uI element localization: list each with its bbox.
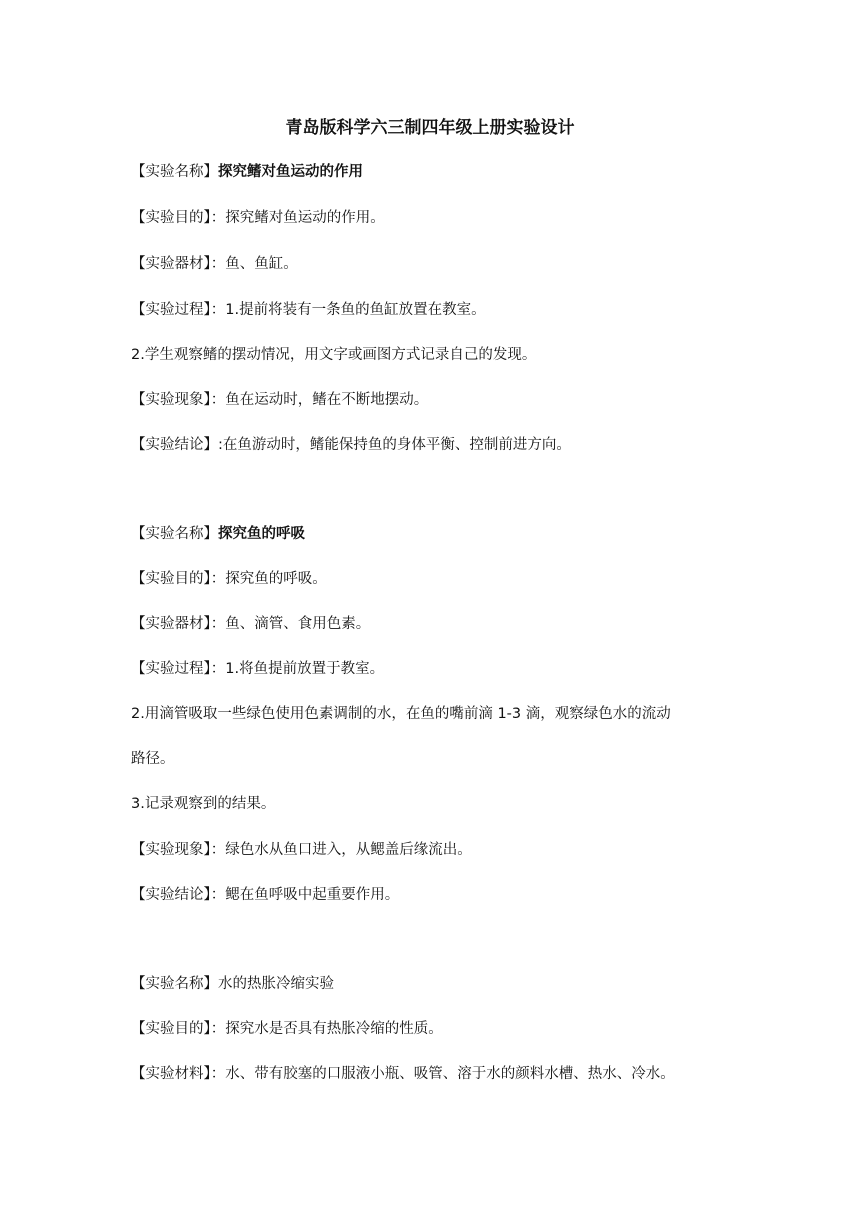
exp2-materials-label: 【实验器材】： bbox=[131, 616, 226, 632]
exp1-phenomenon-label: 【实验现象】： bbox=[131, 392, 226, 408]
exp2-process-line bbox=[131, 658, 384, 680]
exp1-name: 探究鳍对鱼运动的作用 bbox=[218, 164, 363, 180]
exp1-conclusion: 在鱼游动时，鳍能保持鱼的身体平衡、控制前进方向。 bbox=[222, 437, 571, 453]
exp3-purpose-label: 【实验目的】： bbox=[131, 1021, 226, 1037]
exp1-name-label: 【实验名称】 bbox=[131, 164, 218, 180]
exp2-process-step-2: 2.用滴管吸取一些绿色使用色素调制的水，在鱼的嘴前滴 1-3 滴，观察绿色水的流动 bbox=[131, 706, 671, 722]
exp3-materials-label: 【实验材料】： bbox=[131, 1066, 226, 1082]
exp1-conclusion-line bbox=[131, 434, 571, 456]
exp1-materials: 鱼、鱼缸。 bbox=[225, 256, 298, 272]
exp1-purpose-label: 【实验目的】： bbox=[131, 210, 226, 226]
exp2-purpose-label: 【实验目的】： bbox=[131, 571, 226, 587]
exp1-conclusion-label: 【实验结论】: bbox=[131, 437, 223, 453]
exp1-process-step-1: 1.提前将装有一条鱼的鱼缸放置在教室。 bbox=[225, 302, 486, 318]
exp2-conclusion-line bbox=[131, 884, 399, 906]
exp2-process-step-2-cont: 路径。 bbox=[131, 751, 175, 767]
exp2-purpose-line bbox=[131, 568, 327, 590]
exp1-purpose-line bbox=[131, 207, 385, 229]
document-title: 青岛版科学六三制四年级上册实验设计 bbox=[285, 118, 575, 138]
exp2-phenomenon-label: 【实验现象】： bbox=[131, 842, 226, 858]
exp3-purpose: 探究水是否具有热胀冷缩的性质。 bbox=[225, 1021, 443, 1037]
exp1-materials-label: 【实验器材】： bbox=[131, 256, 226, 272]
exp3-name-line bbox=[131, 973, 334, 995]
exp2-materials: 鱼、滴管、食用色素。 bbox=[225, 616, 371, 632]
exp1-process-label: 【实验过程】： bbox=[131, 302, 226, 318]
exp2-process-label: 【实验过程】： bbox=[131, 661, 226, 677]
exp2-name: 探究鱼的呼吸 bbox=[218, 526, 305, 542]
exp2-phenomenon-line bbox=[131, 839, 472, 861]
exp2-phenomenon: 绿色水从鱼口进入，从鳃盖后缘流出。 bbox=[225, 842, 472, 858]
exp3-name: 水的热胀冷缩实验 bbox=[218, 976, 334, 992]
exp1-name-line bbox=[131, 161, 363, 183]
exp1-purpose: 探究鳍对鱼运动的作用。 bbox=[225, 210, 385, 226]
exp1-materials-line bbox=[131, 253, 298, 275]
exp3-materials-line bbox=[131, 1063, 675, 1085]
exp1-process-line bbox=[131, 299, 486, 321]
exp1-process-step-2: 2.学生观察鳍的摆动情况，用文字或画图方式记录自己的发现。 bbox=[131, 347, 537, 363]
exp3-name-label: 【实验名称】 bbox=[131, 976, 218, 992]
exp1-phenomenon-line bbox=[131, 389, 428, 411]
exp2-conclusion: 鳃在鱼呼吸中起重要作用。 bbox=[225, 887, 400, 903]
exp2-process-step-1: 1.将鱼提前放置于教室。 bbox=[225, 661, 385, 677]
exp2-process-step-3: 3.记录观察到的结果。 bbox=[131, 796, 276, 812]
exp3-materials: 水、带有胶塞的口服液小瓶、吸管、溶于水的颜料水槽、热水、冷水。 bbox=[225, 1066, 675, 1082]
exp2-materials-line bbox=[131, 613, 370, 635]
exp2-name-label: 【实验名称】 bbox=[131, 526, 218, 542]
exp1-phenomenon: 鱼在运动时，鳍在不断地摆动。 bbox=[225, 392, 429, 408]
exp2-name-line bbox=[131, 523, 305, 545]
exp3-purpose-line bbox=[131, 1018, 443, 1040]
exp2-conclusion-label: 【实验结论】： bbox=[131, 887, 226, 903]
exp2-purpose: 探究鱼的呼吸。 bbox=[225, 571, 327, 587]
